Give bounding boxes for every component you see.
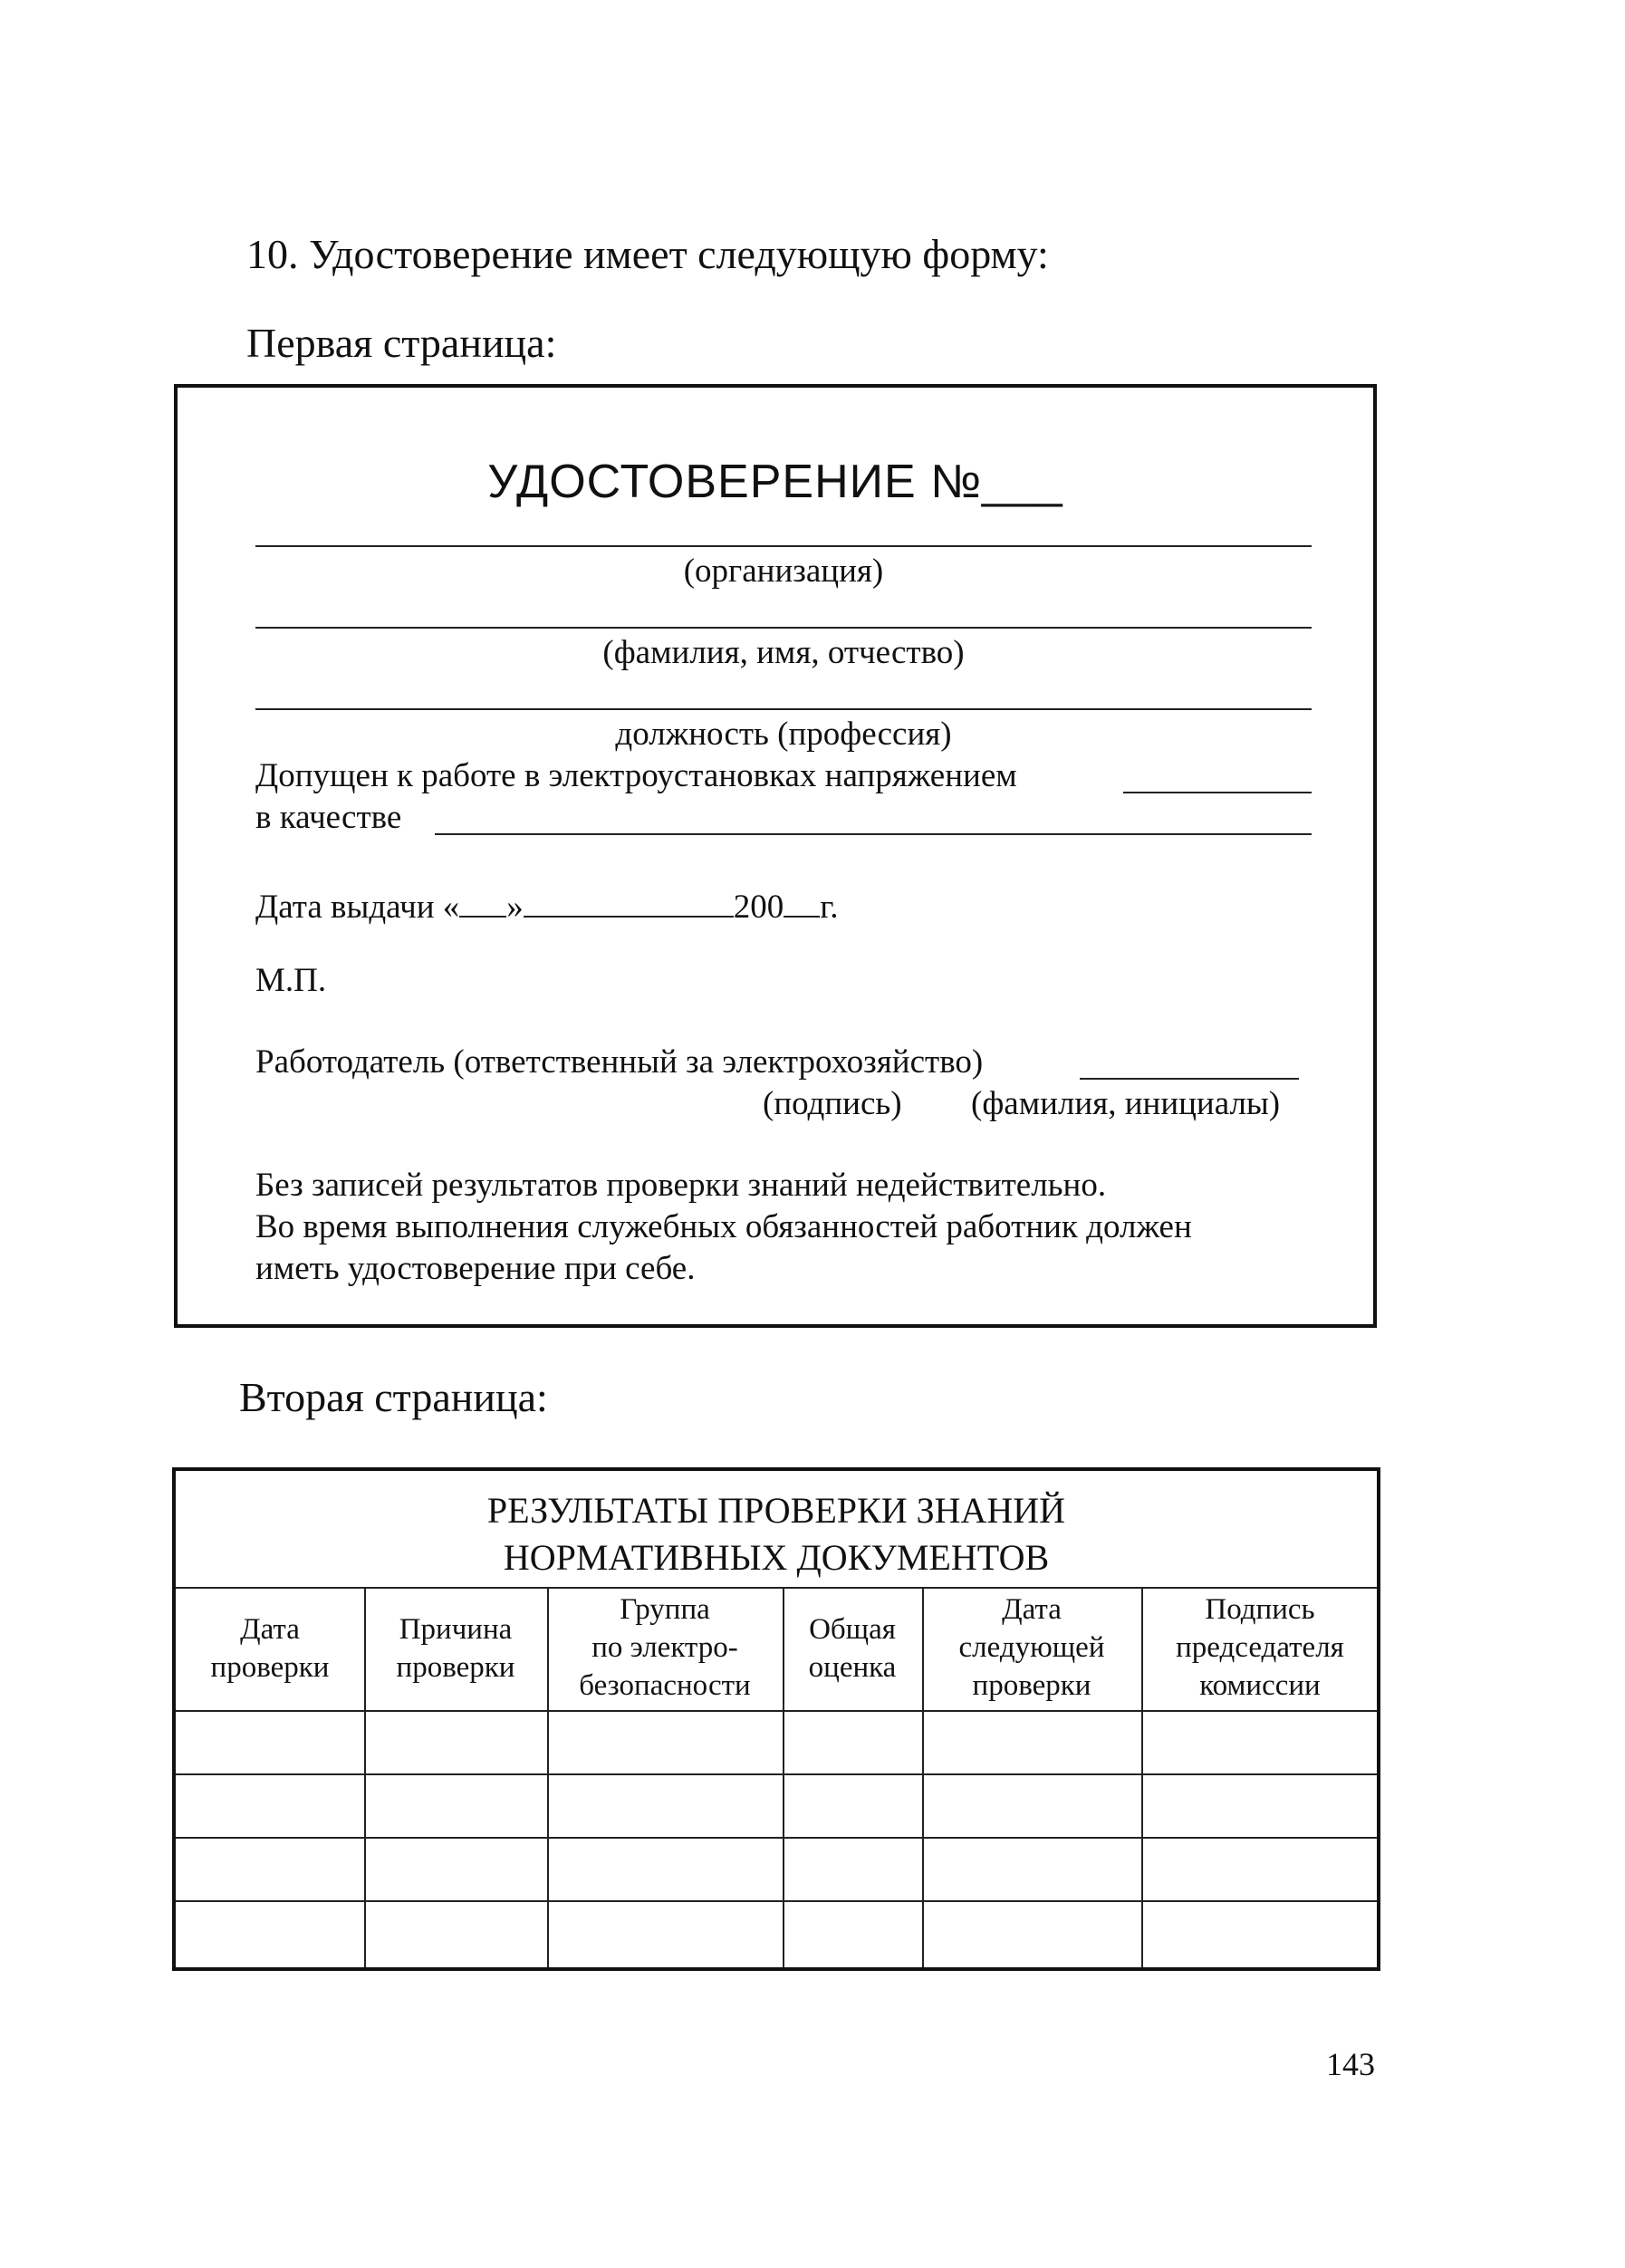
note-line-1: Без записей результатов проверки знаний недействительно. (255, 1167, 1107, 1204)
page-number: 143 (1326, 2046, 1375, 2082)
position-caption: должность (профессия) (615, 716, 952, 753)
organization-caption: (организация) (683, 553, 884, 590)
column-header-line: безопасности (579, 1669, 751, 1702)
issue-date-year: 200 (733, 889, 784, 926)
column-header-line: проверки (210, 1651, 330, 1684)
role-label: в качестве (255, 799, 402, 836)
organization-line (255, 545, 1312, 547)
column-header-chairman-signature (1141, 1590, 1379, 1705)
column-header-line: Дата (240, 1613, 300, 1646)
name-line (255, 627, 1312, 629)
results-title (176, 1487, 1377, 1581)
admitted-label: Допущен к работе в электроустановках напряжением (255, 757, 1017, 794)
issue-date-mid: » (506, 889, 524, 926)
fio-caption: (фамилия, инициалы) (971, 1085, 1281, 1122)
year-blank (784, 882, 820, 918)
column-header-next-check-date (922, 1590, 1141, 1705)
stamp-label: М.П. (255, 962, 327, 999)
employer-blank (1080, 1078, 1299, 1080)
note-line-2: Во время выполнения служебных обязанностей работник должен (255, 1208, 1192, 1245)
column-header-line: оценка (808, 1651, 897, 1684)
row-border (176, 1837, 1377, 1839)
day-blank (459, 882, 506, 918)
row-border (176, 1773, 1377, 1775)
column-header-line: проверки (396, 1651, 515, 1684)
name-caption: (фамилия, имя, отчество) (602, 634, 965, 671)
position-line (255, 708, 1312, 710)
role-blank (435, 833, 1312, 835)
header-bottom-border (176, 1710, 1377, 1712)
column-header-line: следующей (958, 1631, 1105, 1664)
admitted-text (255, 759, 1017, 793)
voltage-blank (1123, 792, 1312, 793)
employer-label: Работодатель (ответственный за электрохозяйство) (255, 1043, 984, 1081)
issue-date-suffix: г. (820, 889, 839, 926)
column-header-check-date (176, 1610, 364, 1687)
first-page-label: Первая страница: (246, 320, 557, 366)
intro-text: 10. Удостоверение имеет следующую форму: (246, 231, 1049, 277)
results-title-line-1: РЕЗУЛЬТАТЫ ПРОВЕРКИ ЗНАНИЙ (486, 1490, 1066, 1531)
second-page-label: Вторая страница: (239, 1374, 548, 1420)
issue-date-prefix: Дата выдачи « (255, 889, 460, 926)
column-header-line: Причина (399, 1613, 513, 1646)
column-header-line: по электро- (591, 1631, 738, 1664)
results-title-line-2: НОРМАТИВНЫХ ДОКУМЕНТОВ (503, 1537, 1050, 1578)
column-header-safety-group (547, 1590, 783, 1705)
row-border (176, 1900, 1377, 1902)
column-header-line: комиссии (1199, 1669, 1321, 1702)
column-header-line: Общая (809, 1613, 896, 1646)
column-header-line: проверки (972, 1669, 1091, 1702)
column-header-line: Подпись (1205, 1593, 1315, 1626)
issue-date (255, 882, 839, 924)
header-top-border (176, 1587, 1377, 1589)
column-header-line: Дата (1002, 1593, 1062, 1626)
column-header-line: председателя (1176, 1631, 1344, 1664)
certificate-title: УДОСТОВЕРЕНИЕ №___ (487, 456, 1063, 508)
column-header-check-reason (364, 1610, 547, 1687)
results-table (172, 1467, 1380, 1971)
signature-caption: (подпись) (763, 1085, 902, 1122)
column-header-line: Группа (620, 1593, 710, 1626)
note-line-3: иметь удостоверение при себе. (255, 1250, 696, 1287)
column-header-overall-grade (783, 1610, 922, 1687)
certificate-form (174, 384, 1377, 1328)
month-blank (524, 882, 734, 918)
